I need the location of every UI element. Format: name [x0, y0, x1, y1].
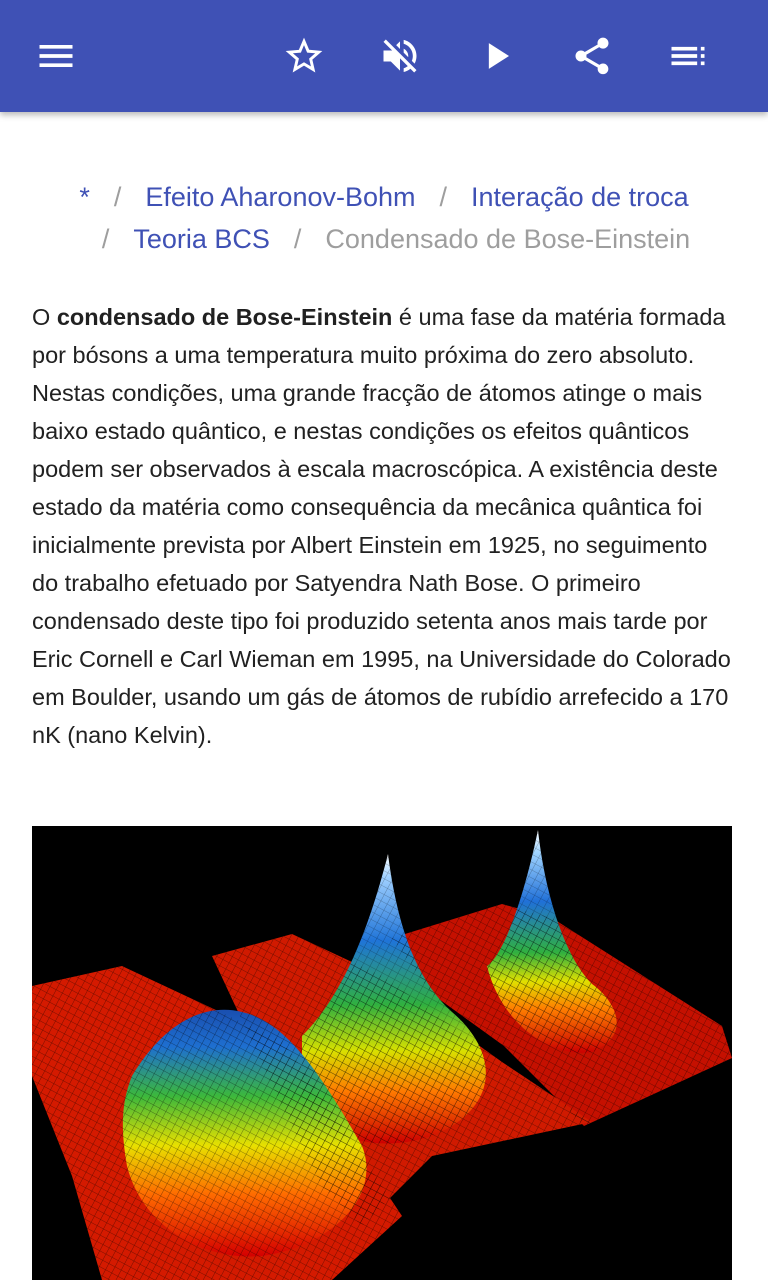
mute-button[interactable]: [368, 24, 432, 88]
play-button[interactable]: [466, 24, 530, 88]
bose-einstein-condensate-velocity-distribution-image: [32, 826, 732, 1280]
menu-icon: [34, 34, 78, 78]
breadcrumb-item-root[interactable]: *: [79, 182, 90, 212]
breadcrumb-item-aharonov-bohm[interactable]: Efeito Aharonov-Bohm: [145, 182, 416, 212]
breadcrumb-item-exchange-interaction[interactable]: Interação de troca: [471, 182, 689, 212]
table-of-contents-button[interactable]: [656, 24, 720, 88]
breadcrumb-separator: /: [439, 182, 448, 212]
breadcrumb-separator: /: [113, 182, 122, 212]
share-button[interactable]: [560, 24, 624, 88]
intro-prefix: O: [32, 304, 57, 330]
article-term: condensado de Bose-Einstein: [56, 304, 393, 330]
breadcrumb-item-bcs-theory[interactable]: Teoria BCS: [133, 224, 270, 254]
article-paragraph: [32, 298, 738, 754]
play-icon: [476, 34, 520, 78]
breadcrumb: [24, 176, 744, 260]
article-figure[interactable]: [32, 826, 732, 1280]
breadcrumb-separator: /: [101, 224, 110, 254]
favorite-button[interactable]: [272, 24, 336, 88]
share-icon: [570, 34, 614, 78]
table-of-contents-icon: [666, 34, 710, 78]
intro-body: é uma fase da matéria formada por bósons a uma temperatura muito próxima do zero absoluto. Nestas condições, uma grande fracção de átomos atinge o mais baixo estado quântico, e nestas condições os efeitos quânticos podem ser observados à escala macroscópica. A existência deste estado da matéria como consequência da mecânica quântica foi inicialmente prevista por Albert Einstein em 1925, no seguimento do trabalho efetuado por Satyendra Nath Bose. O primeiro condensado deste tipo foi produzido setenta anos mais tarde por Eric Cornell e Carl Wieman em 1995, na Universidade do Colorado em Boulder, usando um gás de átomos de rubídio arrefecido a 170 nK (nano Kelvin).: [32, 304, 731, 748]
breadcrumb-separator: /: [293, 224, 302, 254]
menu-button[interactable]: [24, 24, 88, 88]
volume-off-icon: [378, 34, 422, 78]
breadcrumb-current: Condensado de Bose-Einstein: [325, 224, 691, 254]
star-outline-icon: [282, 34, 326, 78]
app-bar: [0, 0, 768, 112]
